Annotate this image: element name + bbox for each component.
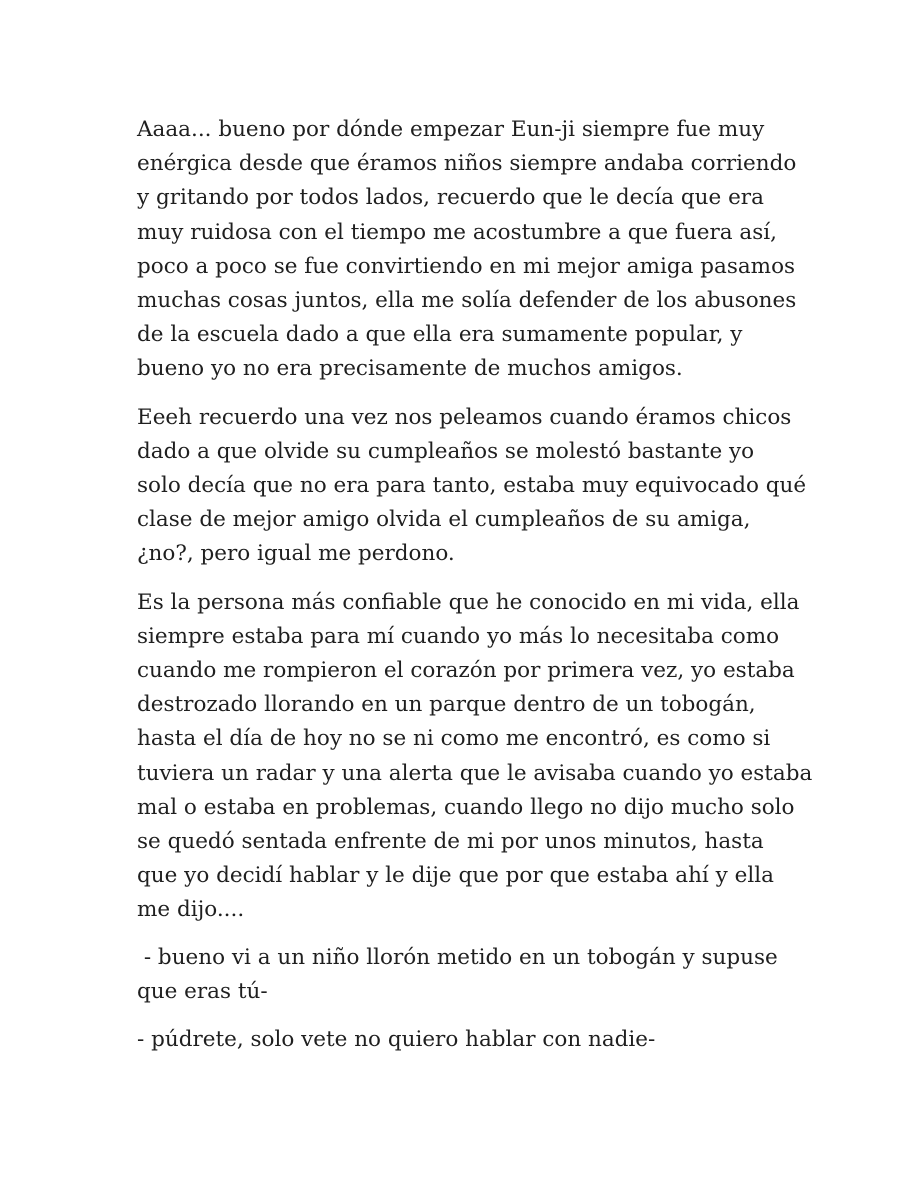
text-line: y gritando por todos lados, recuerdo que le decía que era xyxy=(137,185,764,211)
text-line: poco a poco se fue convirtiendo en mi mejor amiga pasamos xyxy=(137,253,796,279)
text-line: solo decía que no era para tanto, estaba muy equivocado qué xyxy=(137,473,807,499)
story-text xyxy=(137,113,813,1057)
text-line: destrozado llorando en un parque dentro de un tobogán, xyxy=(137,692,756,718)
dialogue-line-2 xyxy=(137,1023,797,1057)
text-line: - bueno vi a un niño llorón metido en un tobogán y supuse xyxy=(137,944,778,970)
paragraph-2 xyxy=(137,401,807,572)
text-line: siempre estaba para mí cuando yo más lo necesitaba como xyxy=(137,623,780,649)
paragraph-3 xyxy=(137,586,813,928)
text-line: - púdrete, solo vete no quiero hablar con nadie- xyxy=(137,1027,656,1053)
text-line: dado a que olvide su cumpleaños se molestó bastante yo xyxy=(137,438,755,464)
text-line: que yo decidí hablar y le dije que por que estaba ahí y ella xyxy=(137,863,774,889)
paragraph-1 xyxy=(137,113,797,387)
text-line: que eras tú- xyxy=(137,978,268,1004)
text-line: muchas cosas juntos, ella me solía defender de los abusones xyxy=(137,288,797,314)
text-line: ¿no?, pero igual me perdono. xyxy=(137,541,455,567)
text-line: se quedó sentada enfrente de mi por unos minutos, hasta xyxy=(137,829,764,855)
text-line: Aaaa... bueno por dónde empezar Eun-ji siempre fue muy xyxy=(137,117,765,142)
text-line: muy ruidosa con el tiempo me acostumbre a que fuera así, xyxy=(137,219,777,245)
text-line: Eeeh recuerdo una vez nos peleamos cuando éramos chicos xyxy=(137,404,792,430)
text-line: enérgica desde que éramos niños siempre andaba corriendo xyxy=(137,151,797,177)
dialogue-line-1 xyxy=(137,941,797,1009)
text-line: tuviera un radar y una alerta que le avisaba cuando yo estaba xyxy=(137,760,813,786)
text-line: me dijo.... xyxy=(137,897,245,923)
text-line: hasta el día de hoy no se ni como me encontró, es como si xyxy=(137,726,771,752)
text-line: Es la persona más confiable que he conocido en mi vida, ella xyxy=(137,589,800,615)
text-line: mal o estaba en problemas, cuando llego no dijo mucho solo xyxy=(137,794,795,820)
text-line: de la escuela dado a que ella era sumamente popular, y xyxy=(137,322,743,348)
text-line: clase de mejor amigo olvida el cumpleaños de su amiga, xyxy=(137,507,751,533)
text-line: bueno yo no era precisamente de muchos amigos. xyxy=(137,356,683,382)
text-line: cuando me rompieron el corazón por primera vez, yo estaba xyxy=(137,658,795,684)
